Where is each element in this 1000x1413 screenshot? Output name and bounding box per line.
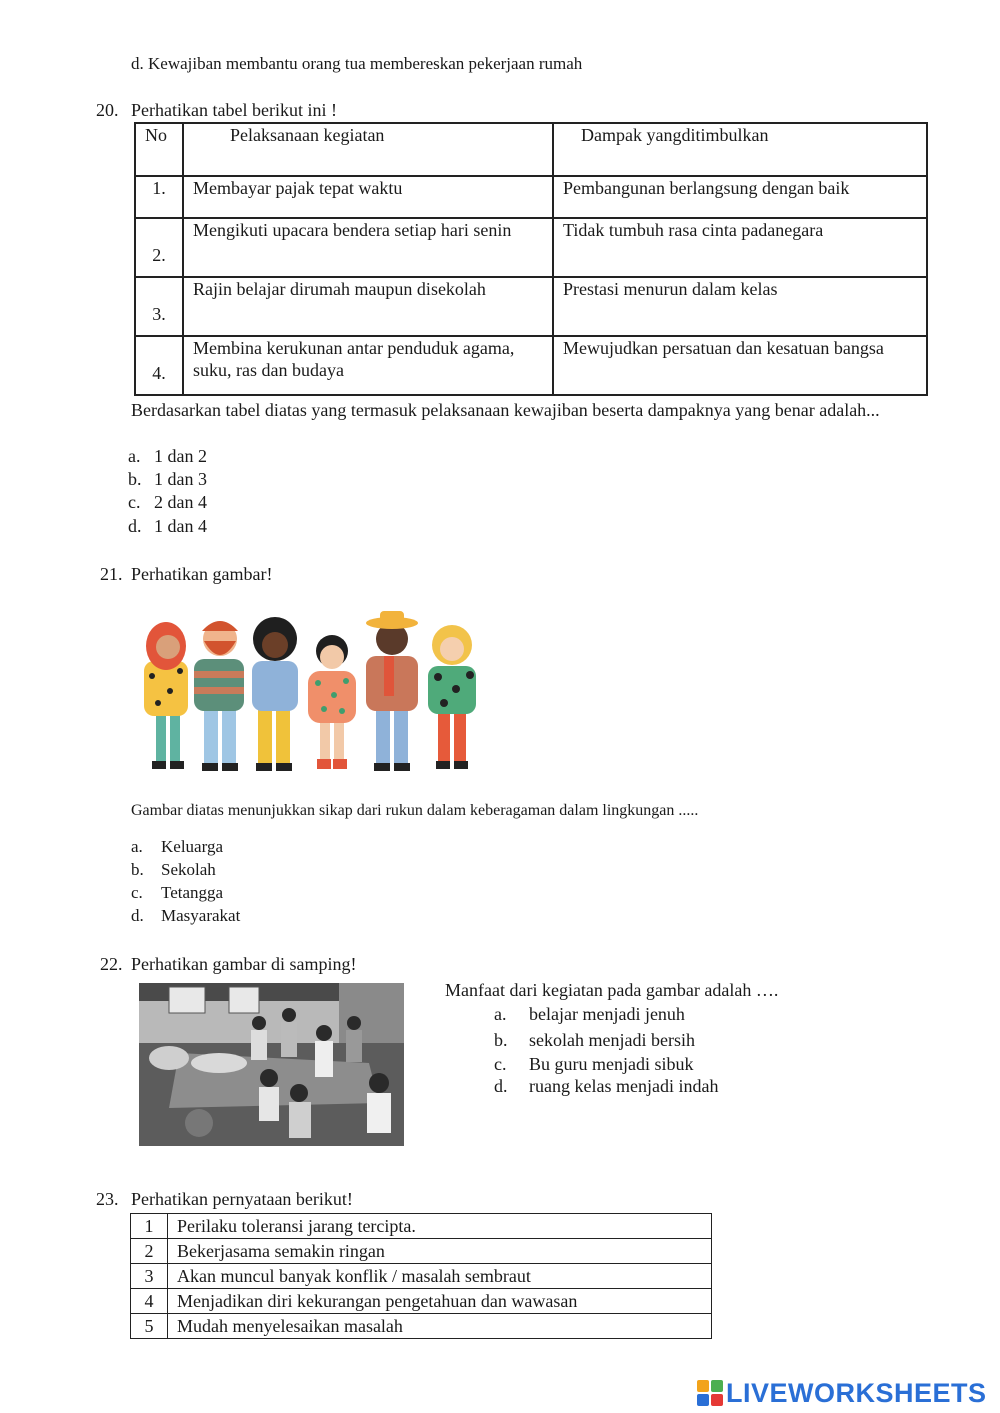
liveworksheets-logo[interactable]: [697, 1376, 987, 1410]
header-dampak: Dampak yangditimbulkan: [553, 123, 927, 176]
q21-number: 21.: [100, 564, 123, 584]
row-text: Menjadikan diri kekurangan pengetahuan dan wawasan: [168, 1289, 712, 1314]
q20-prompt: Perhatikan tabel berikut ini !: [131, 100, 337, 120]
row-kegiatan: Membina kerukunan antar penduduk agama, suku, ras dan budaya: [183, 336, 553, 395]
table-row: [131, 1214, 712, 1239]
q22-option-d[interactable]: d. ruang kelas menjadi indah: [494, 1076, 719, 1096]
row-text: Bekerjasama semakin ringan: [168, 1239, 712, 1264]
table-row: [131, 1264, 712, 1289]
table-row: [135, 277, 927, 336]
q21-option-b[interactable]: b. Sekolah: [131, 860, 216, 879]
q20-option-d[interactable]: d. 1 dan 4: [128, 516, 207, 536]
q22-option-a[interactable]: a. belajar menjadi jenuh: [494, 1004, 685, 1024]
row-kegiatan: Rajin belajar dirumah maupun disekolah: [183, 277, 553, 336]
row-dampak: Pembangunan berlangsung dengan baik: [553, 176, 927, 218]
q23-number: 23.: [96, 1189, 119, 1209]
table-row: [135, 218, 927, 277]
row-dampak: Tidak tumbuh rasa cinta padanegara: [553, 218, 927, 277]
q21-option-c[interactable]: c. Tetangga: [131, 883, 224, 902]
row-text: Akan muncul banyak konflik / masalah sembraut: [168, 1264, 712, 1289]
person-polka-shirt: [308, 635, 356, 769]
logo-text: LIVEWORKSHEETS: [726, 1377, 987, 1408]
q22-option-b[interactable]: b. sekolah menjadi bersih: [494, 1030, 695, 1050]
q22-number: 22.: [100, 954, 123, 974]
person-blonde: [428, 625, 476, 769]
table-row: [135, 336, 927, 395]
q21-question: Gambar diatas menunjukkan sikap dari rukun dalam keberagaman dalam lingkungan .....: [131, 802, 699, 819]
row-text: Perilaku toleransi jarang tercipta.: [168, 1214, 712, 1239]
row-kegiatan: Mengikuti upacara bendera setiap hari senin: [183, 218, 553, 277]
table-header-row: [135, 123, 927, 176]
q21-prompt: Perhatikan gambar!: [131, 564, 273, 584]
row-no: 1.: [135, 176, 183, 218]
row-no: 3.: [135, 277, 183, 336]
row-no: 2: [131, 1239, 168, 1264]
q22-option-c[interactable]: c. Bu guru menjadi sibuk: [494, 1054, 694, 1074]
row-dampak: Prestasi menurun dalam kelas: [553, 277, 927, 336]
cleaning-activity-photo: [139, 983, 404, 1146]
row-no: 4.: [135, 336, 183, 395]
header-kegiatan: Pelaksanaan kegiatan: [183, 123, 553, 176]
row-dampak: Mewujudkan persatuan dan kesatuan bangsa: [553, 336, 927, 395]
diverse-people-illustration: [134, 611, 482, 777]
row-no: 1: [131, 1214, 168, 1239]
q20-option-b[interactable]: b. 1 dan 3: [128, 469, 207, 489]
row-kegiatan: Membayar pajak tepat waktu: [183, 176, 553, 218]
row-no: 4: [131, 1289, 168, 1314]
table-row: [131, 1314, 712, 1339]
liveworksheets-icon: [697, 1380, 723, 1406]
q21-option-d[interactable]: d. Masyarakat: [131, 906, 241, 925]
row-no: 2.: [135, 218, 183, 277]
row-no: 3: [131, 1264, 168, 1289]
header-no: No: [135, 123, 183, 176]
q20-question: Berdasarkan tabel diatas yang termasuk pelaksanaan kewajiban beserta dampaknya yang benar adalah...: [131, 400, 880, 420]
q23-prompt: Perhatikan pernyataan berikut!: [131, 1189, 353, 1209]
q21-option-a[interactable]: a. Keluarga: [131, 837, 223, 856]
row-text: Mudah menyelesaikan masalah: [168, 1314, 712, 1339]
table-row: [135, 176, 927, 218]
q19-option-d: d. Kewajiban membantu orang tua membereskan pekerjaan rumah: [131, 54, 583, 73]
person-beard: [194, 621, 244, 771]
q22-question: Manfaat dari kegiatan pada gambar adalah ….: [445, 980, 779, 1000]
q23-table: [130, 1213, 712, 1339]
q22-prompt: Perhatikan gambar di samping!: [131, 954, 357, 974]
row-no: 5: [131, 1314, 168, 1339]
person-with-hat: [366, 611, 418, 771]
table-row: [131, 1289, 712, 1314]
q20-option-c[interactable]: c. 2 dan 4: [128, 492, 207, 512]
table-row: [131, 1239, 712, 1264]
q20-option-a[interactable]: a. 1 dan 2: [128, 446, 207, 466]
person-curly-hair: [252, 617, 298, 771]
q20-table: [134, 122, 928, 396]
person-hijab: [144, 622, 188, 769]
q20-number: 20.: [96, 100, 119, 120]
